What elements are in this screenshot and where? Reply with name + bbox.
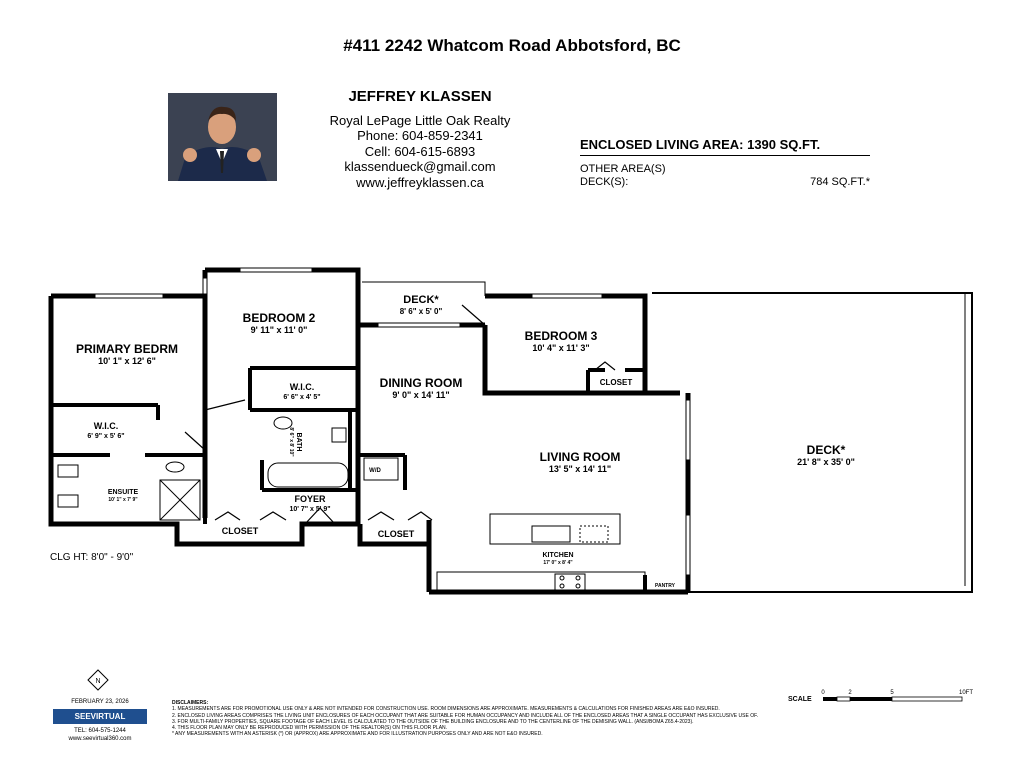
room-kitchen-name: KITCHEN: [542, 552, 574, 559]
room-bedroom2-name: BEDROOM 2: [242, 311, 316, 325]
room-deck-small-dim: 8' 6" x 5' 0": [399, 307, 443, 316]
disclaimer-line: 1. MEASUREMENTS ARE FOR PROMOTIONAL USE ONLY & ARE NOT INTENDED FOR CONSTRUCTION USE. ROOM DIMENSIONS ARE APPROXIMATE. MEASUREMENTS & CALCULATIONS FOR FINISHED AREAS ARE E&O INSURED.: [172, 706, 720, 713]
deck-outline: [362, 282, 972, 592]
room-ensuite-name: ENSUITE: [107, 489, 139, 496]
room-bath-name: BATH: [295, 432, 302, 452]
seevirtual-logo: SEEVIRTUAL: [53, 709, 147, 724]
room-living-name: LIVING ROOM: [539, 450, 621, 464]
room-closet2: CLOSET: [377, 529, 415, 539]
room-wic1-dim: 6' 9" x 5' 6": [87, 433, 125, 440]
page-title: #411 2242 Whatcom Road Abbotsford, BC: [343, 36, 681, 55]
room-wic1-name: W.I.C.: [93, 421, 119, 431]
disclaimer-line: 4. THIS FLOOR PLAN MAY ONLY BE REPRODUCED WITH PERMISSION OF THE REALTOR(S) ON THIS FLOOR PLAN.: [172, 725, 448, 732]
room-closet-b3: CLOSET: [599, 378, 633, 387]
agent-company: Royal LePage Little Oak Realty: [329, 112, 511, 128]
ceiling-height: CLG HT: 8'0" - 9'0": [50, 552, 134, 563]
room-bedroom3-name: BEDROOM 3: [524, 329, 598, 343]
other-area-label: OTHER AREA(S): [580, 163, 666, 175]
scale-label: SCALE: [788, 696, 812, 703]
footer-web[interactable]: www.seevirtual360.com: [68, 736, 132, 742]
scale-tick: 5: [890, 690, 894, 696]
agent-website[interactable]: www.jeffreyklassen.ca: [356, 174, 484, 190]
room-dining-dim: 9' 0" x 14' 11": [392, 390, 450, 400]
deck-area-label: DECK(S):: [580, 176, 629, 188]
room-bedroom3-dim: 10' 4" x 11' 3": [532, 343, 590, 353]
room-wic2-dim: 6' 6" x 4' 5": [283, 394, 321, 401]
room-dining-name: DINING ROOM: [379, 376, 463, 390]
room-pantry: PANTRY: [655, 583, 675, 589]
room-kitchen-dim: 17' 0" x 8' 4": [543, 560, 573, 566]
agent-name: JEFFREY KLASSEN: [348, 88, 492, 105]
disclaimer-heading: DISCLAIMERS:: [172, 700, 209, 706]
disclaimer-line: 2. ENCLOSED LIVING AREAS COMPRISES THE LIVING UNIT ENCLOSURES OF EACH OCCUPANT THAT ARE SUITABLE FOR HUMAN OCCUPANCY AND INCLUDE ALL OF THE ENCLOSED AREAS THAT A SINGLE OCCUPANT HAS EXCLUSIVE USE OF.: [172, 712, 758, 719]
disclaimer-line: 3. FOR MULTI-FAMILY PROPERTIES, SQUARE FOOTAGE OF EACH LEVEL IS CALCULATED TO THE OUTSIDE OF THE BUILDING ENCLOSURE AND TO THE CENTERLINE OF THE DEMISING WALL. (ANSI/BOMA Z65.4-2023).: [172, 718, 694, 725]
compass-icon: [88, 670, 108, 690]
room-living-dim: 13' 5" x 14' 11": [548, 464, 612, 474]
agent-email[interactable]: klassendueck@gmail.com: [344, 159, 496, 174]
room-foyer-name: FOYER: [294, 494, 326, 504]
room-closet1: CLOSET: [221, 526, 259, 536]
footer-tel: TEL: 604-575-1244: [74, 728, 126, 734]
agent-phone: Phone: 604-859-2341: [357, 128, 483, 143]
disclaimers: [172, 700, 812, 738]
scale-tick: 10FT: [958, 690, 974, 696]
agent-cell: Cell: 604-615-6893: [364, 143, 476, 159]
room-foyer-dim: 10' 7" x 5' 9": [289, 506, 331, 513]
scale-tick: 2: [848, 690, 852, 696]
room-primary-dim: 10' 1" x 12' 6": [98, 356, 156, 366]
disclaimer-line: * ANY MEASUREMENTS WITH AN ASTERISK (*) OR (APPROX) ARE APPROXIMATE AND FOR ILLUSTRATION PURPOSES ONLY AND ARE NOT E&O INSURED.: [172, 731, 543, 738]
room-wic2-name: W.I.C.: [289, 382, 315, 392]
room-deck-large-dim: 21' 8" x 35' 0": [797, 457, 855, 467]
footer-date: FEBRUARY 23, 2026: [71, 699, 129, 705]
scale-tick: 0: [821, 690, 825, 696]
room-wd: W/D: [369, 468, 381, 474]
footer-branding: [50, 698, 150, 743]
scale-bar: [788, 687, 988, 707]
deck-area-value: 784 SQ.FT.*: [810, 176, 870, 188]
room-bath-dim: 8' 6" x 8' 10": [288, 427, 294, 457]
compass-label: N: [95, 678, 101, 685]
room-deck-small-name: DECK*: [403, 294, 439, 306]
room-ensuite-dim: 10' 1" x 7' 9": [108, 497, 138, 503]
enclosed-area: ENCLOSED LIVING AREA: 1390 SQ.FT.: [580, 137, 870, 156]
room-deck-large-name: DECK*: [806, 443, 846, 457]
room-primary-name: PRIMARY BEDRM: [75, 342, 179, 356]
room-bedroom2-dim: 9' 11" x 11' 0": [250, 325, 308, 335]
